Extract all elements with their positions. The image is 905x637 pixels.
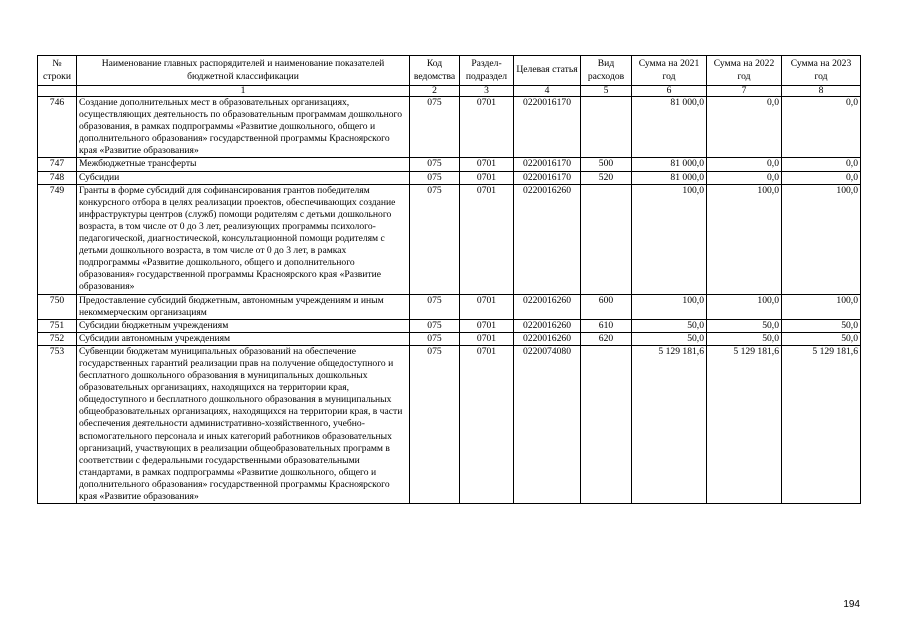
row-target-article: 0220016260 xyxy=(514,294,581,319)
column-number: 4 xyxy=(514,86,581,97)
table-row xyxy=(38,171,861,184)
row-sum-2021: 81 000,0 xyxy=(632,97,707,158)
column-number: 7 xyxy=(707,86,782,97)
row-sum-2021: 50,0 xyxy=(632,319,707,332)
row-sum-2023: 50,0 xyxy=(782,332,861,345)
row-number: 746 xyxy=(38,97,77,158)
row-target-article: 0220016260 xyxy=(514,319,581,332)
row-department-code: 075 xyxy=(410,158,460,171)
header-name: Наименование главных распорядителей и наименование показателей бюджетной классификации xyxy=(77,56,410,86)
row-number: 751 xyxy=(38,319,77,332)
header-department-code: Код ведомства xyxy=(410,56,460,86)
row-expense-type: 610 xyxy=(581,319,632,332)
row-sum-2022: 5 129 181,6 xyxy=(707,345,782,503)
row-target-article: 0220016170 xyxy=(514,158,581,171)
table-row xyxy=(38,294,861,319)
header-sum-2023: Сумма на 2023 год xyxy=(782,56,861,86)
row-expense-type xyxy=(581,97,632,158)
row-name: Создание дополнительных мест в образовательных организациях, осуществляющих деятельность по образовательным программам дошкольного образования, в рамках подпрограммы «Развитие дошкольного, общего и дополнительного образования» государственной программы Красноярского края «Развитие образования» xyxy=(77,97,410,158)
row-name: Межбюджетные трансферты xyxy=(77,158,410,171)
table-row xyxy=(38,319,861,332)
column-number: 3 xyxy=(460,86,514,97)
row-section: 0701 xyxy=(460,158,514,171)
row-name: Субсидии xyxy=(77,171,410,184)
row-number: 750 xyxy=(38,294,77,319)
row-sum-2022: 0,0 xyxy=(707,158,782,171)
row-department-code: 075 xyxy=(410,171,460,184)
row-number: 749 xyxy=(38,184,77,294)
row-name: Предоставление субсидий бюджетным, автономным учреждениям и иным некоммерческим организациям xyxy=(77,294,410,319)
header-target-article: Целевая статья xyxy=(514,56,581,86)
column-number-row xyxy=(38,86,861,97)
row-sum-2021: 100,0 xyxy=(632,294,707,319)
table-row xyxy=(38,345,861,503)
column-number xyxy=(38,86,77,97)
row-number: 748 xyxy=(38,171,77,184)
row-department-code: 075 xyxy=(410,332,460,345)
row-sum-2023: 0,0 xyxy=(782,97,861,158)
row-number: 752 xyxy=(38,332,77,345)
row-sum-2022: 100,0 xyxy=(707,294,782,319)
row-sum-2023: 5 129 181,6 xyxy=(782,345,861,503)
row-sum-2022: 100,0 xyxy=(707,184,782,294)
budget-table xyxy=(37,55,861,504)
header-sum-2021: Сумма на 2021 год xyxy=(632,56,707,86)
row-expense-type: 600 xyxy=(581,294,632,319)
header-row-number: № строки xyxy=(38,56,77,86)
row-target-article: 0220016170 xyxy=(514,171,581,184)
row-name: Субсидии бюджетным учреждениям xyxy=(77,319,410,332)
row-number: 747 xyxy=(38,158,77,171)
row-sum-2023: 100,0 xyxy=(782,294,861,319)
header-expense-type: Вид расходов xyxy=(581,56,632,86)
row-department-code: 075 xyxy=(410,319,460,332)
row-expense-type xyxy=(581,345,632,503)
row-sum-2023: 50,0 xyxy=(782,319,861,332)
row-sum-2021: 5 129 181,6 xyxy=(632,345,707,503)
row-section: 0701 xyxy=(460,332,514,345)
row-name: Субвенции бюджетам муниципальных образований на обеспечение государственных гарантий реализации прав на получение общедоступного и бесплатного дошкольного образования в муниципальных дошкольных образовательных организациях, находящихся на территории края, общедоступного и бесплатного дошкольного образования в муниципальных общеобразовательных организациях, находящихся на территории края, в части обеспечения деятельности административно-хозяйственного, учебно-вспомогательного персонала и иных категорий работников образовательных организаций, участвующих в реализации общеобразовательных программ в соответствии с федеральными государственными образовательными стандартами, в рамках подпрограммы «Развитие дошкольного, общего и дополнительного образования» государственной программы Красноярского края «Развитие образования» xyxy=(77,345,410,503)
row-section: 0701 xyxy=(460,97,514,158)
row-department-code: 075 xyxy=(410,294,460,319)
table-row xyxy=(38,97,861,158)
row-section: 0701 xyxy=(460,319,514,332)
table-row xyxy=(38,332,861,345)
row-expense-type: 520 xyxy=(581,171,632,184)
row-sum-2023: 0,0 xyxy=(782,158,861,171)
row-section: 0701 xyxy=(460,294,514,319)
row-sum-2023: 100,0 xyxy=(782,184,861,294)
row-department-code: 075 xyxy=(410,345,460,503)
header-section: Раздел-подраздел xyxy=(460,56,514,86)
column-number: 2 xyxy=(410,86,460,97)
column-number: 1 xyxy=(77,86,410,97)
header-sum-2022: Сумма на 2022 год xyxy=(707,56,782,86)
row-target-article: 0220016170 xyxy=(514,97,581,158)
row-expense-type: 620 xyxy=(581,332,632,345)
row-section: 0701 xyxy=(460,345,514,503)
column-number: 8 xyxy=(782,86,861,97)
row-sum-2021: 81 000,0 xyxy=(632,158,707,171)
row-sum-2022: 50,0 xyxy=(707,319,782,332)
row-section: 0701 xyxy=(460,171,514,184)
row-department-code: 075 xyxy=(410,184,460,294)
column-number: 5 xyxy=(581,86,632,97)
row-sum-2022: 0,0 xyxy=(707,171,782,184)
row-sum-2022: 0,0 xyxy=(707,97,782,158)
row-sum-2021: 100,0 xyxy=(632,184,707,294)
row-target-article: 0220016260 xyxy=(514,332,581,345)
row-expense-type xyxy=(581,184,632,294)
row-department-code: 075 xyxy=(410,97,460,158)
row-expense-type: 500 xyxy=(581,158,632,171)
row-name: Гранты в форме субсидий для софинансирования грантов победителям конкурсного отбора в целях реализации проектов, обеспечивающих создание инфраструктуры центров (служб) помощи родителям с детьми дошкольного возраста, в том числе от 0 до 3 лет, реализующих программы психолого-педагогической, диагностической, консультационной помощи родителям с детьми дошкольного возраста, в том числе от 0 до 3 лет, в рамках подпрограммы «Развитие дошкольного, общего и дополнительного образования» государственной программы Красноярского края «Развитие образования» xyxy=(77,184,410,294)
column-number: 6 xyxy=(632,86,707,97)
row-sum-2022: 50,0 xyxy=(707,332,782,345)
row-target-article: 0220074080 xyxy=(514,345,581,503)
row-sum-2021: 50,0 xyxy=(632,332,707,345)
row-sum-2021: 81 000,0 xyxy=(632,171,707,184)
table-header-row xyxy=(38,56,861,86)
table-row xyxy=(38,184,861,294)
row-sum-2023: 0,0 xyxy=(782,171,861,184)
row-number: 753 xyxy=(38,345,77,503)
page-number: 194 xyxy=(843,599,860,610)
row-section: 0701 xyxy=(460,184,514,294)
table-row xyxy=(38,158,861,171)
row-target-article: 0220016260 xyxy=(514,184,581,294)
row-name: Субсидии автономным учреждениям xyxy=(77,332,410,345)
